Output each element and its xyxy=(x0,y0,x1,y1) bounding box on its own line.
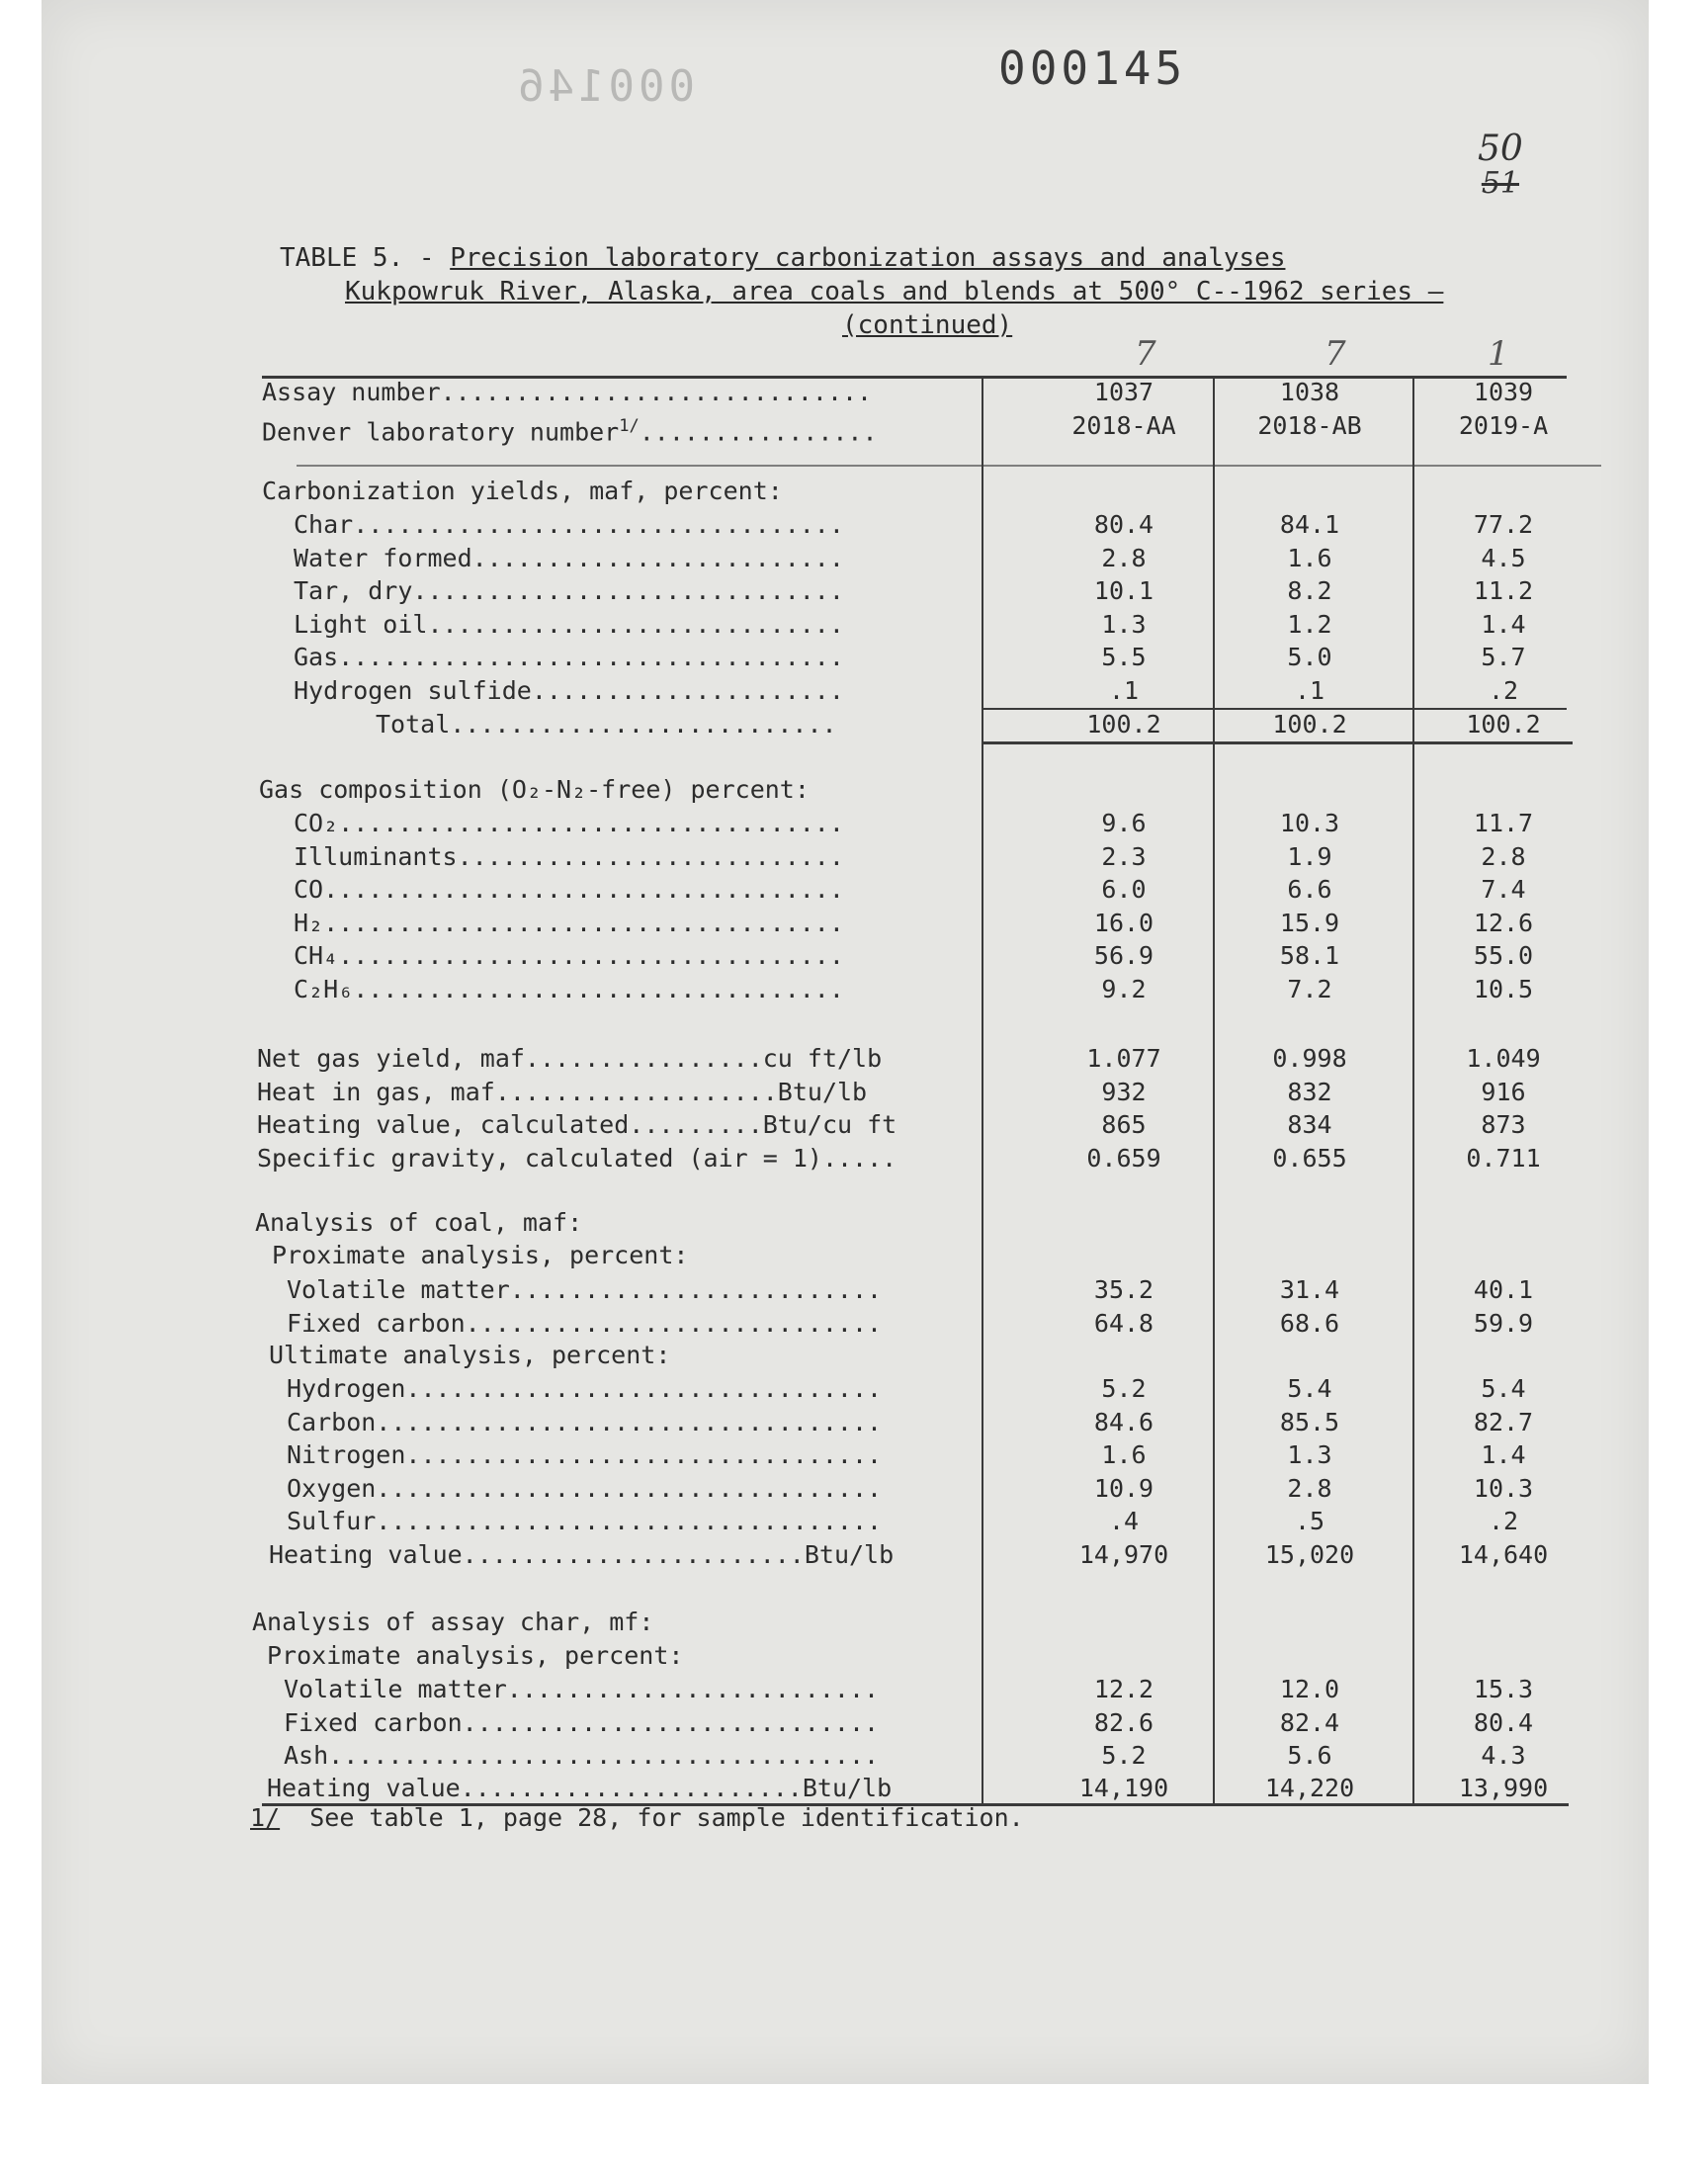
lab-2018-AA: 2018-AA xyxy=(1071,411,1176,440)
cell-value: .5 xyxy=(1294,1507,1325,1535)
cell-value: 80.4 xyxy=(1473,1707,1534,1737)
cell-value: 12.0 xyxy=(1279,1675,1340,1703)
row-label: Heating value.......................Btu/lb xyxy=(267,1774,893,1802)
cell-value: 15,020 xyxy=(1264,1540,1355,1569)
coal-ultimate-heading-text: Ultimate analysis, percent: xyxy=(269,1341,671,1369)
cell-value: 5.0 xyxy=(1287,643,1332,671)
cell-value: 14,220 xyxy=(1264,1774,1355,1802)
row-label: Heating value, calculated.........Btu/cu ft xyxy=(257,1110,897,1139)
row-label: Heating value.......................Btu/lb xyxy=(269,1540,895,1569)
cell-value: 11.7 xyxy=(1473,809,1534,837)
row-label: Volatile matter......................... xyxy=(284,1675,880,1703)
cell-value: 916 xyxy=(1481,1077,1526,1106)
cell-value: 15.9 xyxy=(1279,908,1340,937)
cell-value: 2.8 xyxy=(1481,841,1526,871)
cell-value: 1.049 xyxy=(1466,1044,1541,1073)
column-divider xyxy=(1213,376,1215,1805)
cell-value: 12.6 xyxy=(1473,908,1534,937)
cell-value: 0.659 xyxy=(1086,1143,1161,1173)
cell-value: 84.6 xyxy=(1093,1407,1154,1436)
cell-value: 2.8 xyxy=(1101,543,1147,572)
cell-value: 85.5 xyxy=(1279,1407,1340,1436)
cell-value: 873 xyxy=(1481,1110,1526,1139)
table-title-line3: (continued) xyxy=(842,310,1013,340)
cell-value: .2 xyxy=(1488,1507,1519,1535)
row-label: Water formed......................... xyxy=(294,543,844,572)
row-label: Nitrogen................................ xyxy=(287,1440,883,1469)
cell-value: 77.2 xyxy=(1473,510,1534,539)
margin-mark: 1 xyxy=(1488,334,1509,374)
cell-value: 10.9 xyxy=(1093,1473,1154,1503)
cell-value: 10.1 xyxy=(1093,576,1154,605)
cell-value: 0.711 xyxy=(1466,1143,1541,1173)
cell-value: 5.5 xyxy=(1101,643,1147,671)
page-number-current: 50 xyxy=(1478,129,1523,169)
column-divider xyxy=(982,376,983,1805)
cell-value: 10.3 xyxy=(1473,1473,1534,1503)
section-gas-heading-text: Gas composition (O₂-N₂-free) percent: xyxy=(259,775,810,804)
cell-value: 68.6 xyxy=(1279,1308,1340,1338)
row-label: Hydrogen................................ xyxy=(287,1374,883,1403)
cell-value: 8.2 xyxy=(1287,576,1332,605)
table-title xyxy=(280,241,1614,342)
cell-value: 13,990 xyxy=(1458,1774,1549,1802)
cell-value: 31.4 xyxy=(1279,1275,1340,1304)
cell-value: 35.2 xyxy=(1093,1275,1154,1304)
row-label: Hydrogen sulfide..................... xyxy=(294,675,844,705)
row-label: Carbon.................................. xyxy=(287,1407,883,1436)
char-proximate-heading-text: Proximate analysis, percent: xyxy=(267,1641,684,1670)
table-title-prefix: TABLE 5. - xyxy=(280,243,451,273)
cell-value: 64.8 xyxy=(1093,1308,1154,1338)
row-label: C₂H₆................................. xyxy=(294,974,844,1003)
cell-value: 5.2 xyxy=(1101,1374,1147,1403)
page-number-struck: 51 xyxy=(1481,165,1519,201)
cell-value: 9.6 xyxy=(1101,809,1147,837)
row-label: Ash..................................... xyxy=(284,1741,880,1770)
bleed-through-stamp: 000146 xyxy=(514,61,695,112)
row-label: Light oil............................ xyxy=(294,609,844,639)
cell-value: 1.4 xyxy=(1481,609,1526,639)
cell-value: 14,970 xyxy=(1078,1540,1169,1569)
page-stamp-number: 000145 xyxy=(998,42,1187,95)
footnote: 1/ See table 1, page 28, for sample identification. xyxy=(250,1803,1024,1832)
table-title-line1: Precision laboratory carbonization assays and analyses xyxy=(450,243,1286,273)
row-label: CH₄.................................. xyxy=(294,941,844,970)
cell-value: 5.7 xyxy=(1481,643,1526,671)
cell-value: 82.7 xyxy=(1473,1407,1534,1436)
row-label: Heat in gas, maf...................Btu/lb xyxy=(257,1077,868,1106)
margin-mark: 7 xyxy=(1135,334,1156,374)
cell-value: 2.3 xyxy=(1101,841,1147,871)
row-label: Volatile matter......................... xyxy=(287,1275,883,1304)
cell-value: 1.2 xyxy=(1287,609,1332,639)
row-label: CO................................... xyxy=(294,875,844,904)
row-label: H₂................................... xyxy=(294,908,844,937)
cell-value: 1.077 xyxy=(1086,1044,1161,1073)
row-label: CO₂.................................. xyxy=(294,809,844,837)
cell-value: 5.6 xyxy=(1287,1741,1332,1770)
assay-1037: 1037 xyxy=(1093,378,1154,406)
cell-value: 16.0 xyxy=(1093,908,1154,937)
cell-value: 5.4 xyxy=(1481,1374,1526,1403)
cell-value: 100.2 xyxy=(1466,710,1541,739)
total-bottom-rule xyxy=(982,741,1573,744)
column-divider xyxy=(1412,376,1414,1805)
cell-value: 832 xyxy=(1287,1077,1332,1106)
row-label: Tar, dry............................. xyxy=(294,576,844,605)
row-label: Fixed carbon............................ xyxy=(287,1308,883,1338)
cell-value: 2.8 xyxy=(1287,1473,1332,1503)
cell-value: .1 xyxy=(1108,675,1140,705)
cell-value: 1.3 xyxy=(1287,1440,1332,1469)
cell-value: 40.1 xyxy=(1473,1275,1534,1304)
row-label: Illuminants.......................... xyxy=(294,841,844,871)
cell-value: 84.1 xyxy=(1279,510,1340,539)
cell-value: 59.9 xyxy=(1473,1308,1534,1338)
cell-value: 1.3 xyxy=(1101,609,1147,639)
cell-value: 1.6 xyxy=(1287,543,1332,572)
cell-value: 56.9 xyxy=(1093,941,1154,970)
row-label: Net gas yield, maf................cu ft/lb xyxy=(257,1044,883,1073)
cell-value: 58.1 xyxy=(1279,941,1340,970)
cell-value: .4 xyxy=(1108,1507,1140,1535)
table-title-line2: Kukpowruk River, Alaska, area coals and blends at 500° C--1962 series — xyxy=(345,277,1444,306)
cell-value: 0.655 xyxy=(1272,1143,1347,1173)
header-rule xyxy=(297,465,1601,467)
cell-value: 9.2 xyxy=(1101,974,1147,1003)
cell-value: 12.2 xyxy=(1093,1675,1154,1703)
cell-value: 4.3 xyxy=(1481,1741,1526,1770)
row-label: Specific gravity, calculated (air = 1)..... xyxy=(257,1143,897,1173)
row-label: Fixed carbon............................ xyxy=(284,1707,880,1737)
cell-value: 55.0 xyxy=(1473,941,1534,970)
cell-value: 82.6 xyxy=(1093,1707,1154,1737)
cell-value: 4.5 xyxy=(1481,543,1526,572)
cell-value: 6.6 xyxy=(1287,875,1332,904)
lab-2019-A: 2019-A xyxy=(1458,411,1549,440)
cell-value: 1.9 xyxy=(1287,841,1332,871)
cell-value: 7.2 xyxy=(1287,974,1332,1003)
cell-value: 865 xyxy=(1101,1110,1147,1139)
row-label: Total.......................... xyxy=(376,710,837,739)
cell-value: 5.2 xyxy=(1101,1741,1147,1770)
cell-value: 10.5 xyxy=(1473,974,1534,1003)
cell-value: .2 xyxy=(1488,675,1519,705)
cell-value: 10.3 xyxy=(1279,809,1340,837)
row-label: Oxygen.................................. xyxy=(287,1473,883,1503)
cell-value: 11.2 xyxy=(1473,576,1534,605)
denver-lab-label: Denver laboratory number$^{1/}$................ xyxy=(262,416,878,447)
cell-value: 7.4 xyxy=(1481,875,1526,904)
row-label: Gas.................................. xyxy=(294,643,844,671)
cell-value: 932 xyxy=(1101,1077,1147,1106)
cell-value: 834 xyxy=(1287,1110,1332,1139)
cell-value: 82.4 xyxy=(1279,1707,1340,1737)
cell-value: 14,640 xyxy=(1458,1540,1549,1569)
cell-value: 100.2 xyxy=(1272,710,1347,739)
cell-value: 1.6 xyxy=(1101,1440,1147,1469)
cell-value: 14,190 xyxy=(1078,1774,1169,1802)
row-label: Sulfur.................................. xyxy=(287,1507,883,1535)
section-carbonization-heading-text: Carbonization yields, maf, percent: xyxy=(262,477,783,505)
cell-value: .1 xyxy=(1294,675,1325,705)
cell-value: 5.4 xyxy=(1287,1374,1332,1403)
assay-1038: 1038 xyxy=(1279,378,1340,406)
handwritten-page-number xyxy=(1478,130,1523,199)
cell-value: 6.0 xyxy=(1101,875,1147,904)
margin-mark: 7 xyxy=(1324,334,1346,374)
lab-2018-AB: 2018-AB xyxy=(1257,411,1362,440)
cell-value: 80.4 xyxy=(1093,510,1154,539)
row-label: Char................................. xyxy=(294,510,844,539)
assay-1039: 1039 xyxy=(1473,378,1534,406)
cell-value: 15.3 xyxy=(1473,1675,1534,1703)
cell-value: 100.2 xyxy=(1086,710,1161,739)
coal-proximate-heading-text: Proximate analysis, percent: xyxy=(272,1241,689,1269)
assay-number-label: Assay number............................. xyxy=(262,378,873,406)
cell-value: 0.998 xyxy=(1272,1044,1347,1073)
section-char-heading-text: Analysis of assay char, mf: xyxy=(252,1608,654,1636)
cell-value: 1.4 xyxy=(1481,1440,1526,1469)
section-coal-heading-text: Analysis of coal, maf: xyxy=(255,1208,583,1237)
